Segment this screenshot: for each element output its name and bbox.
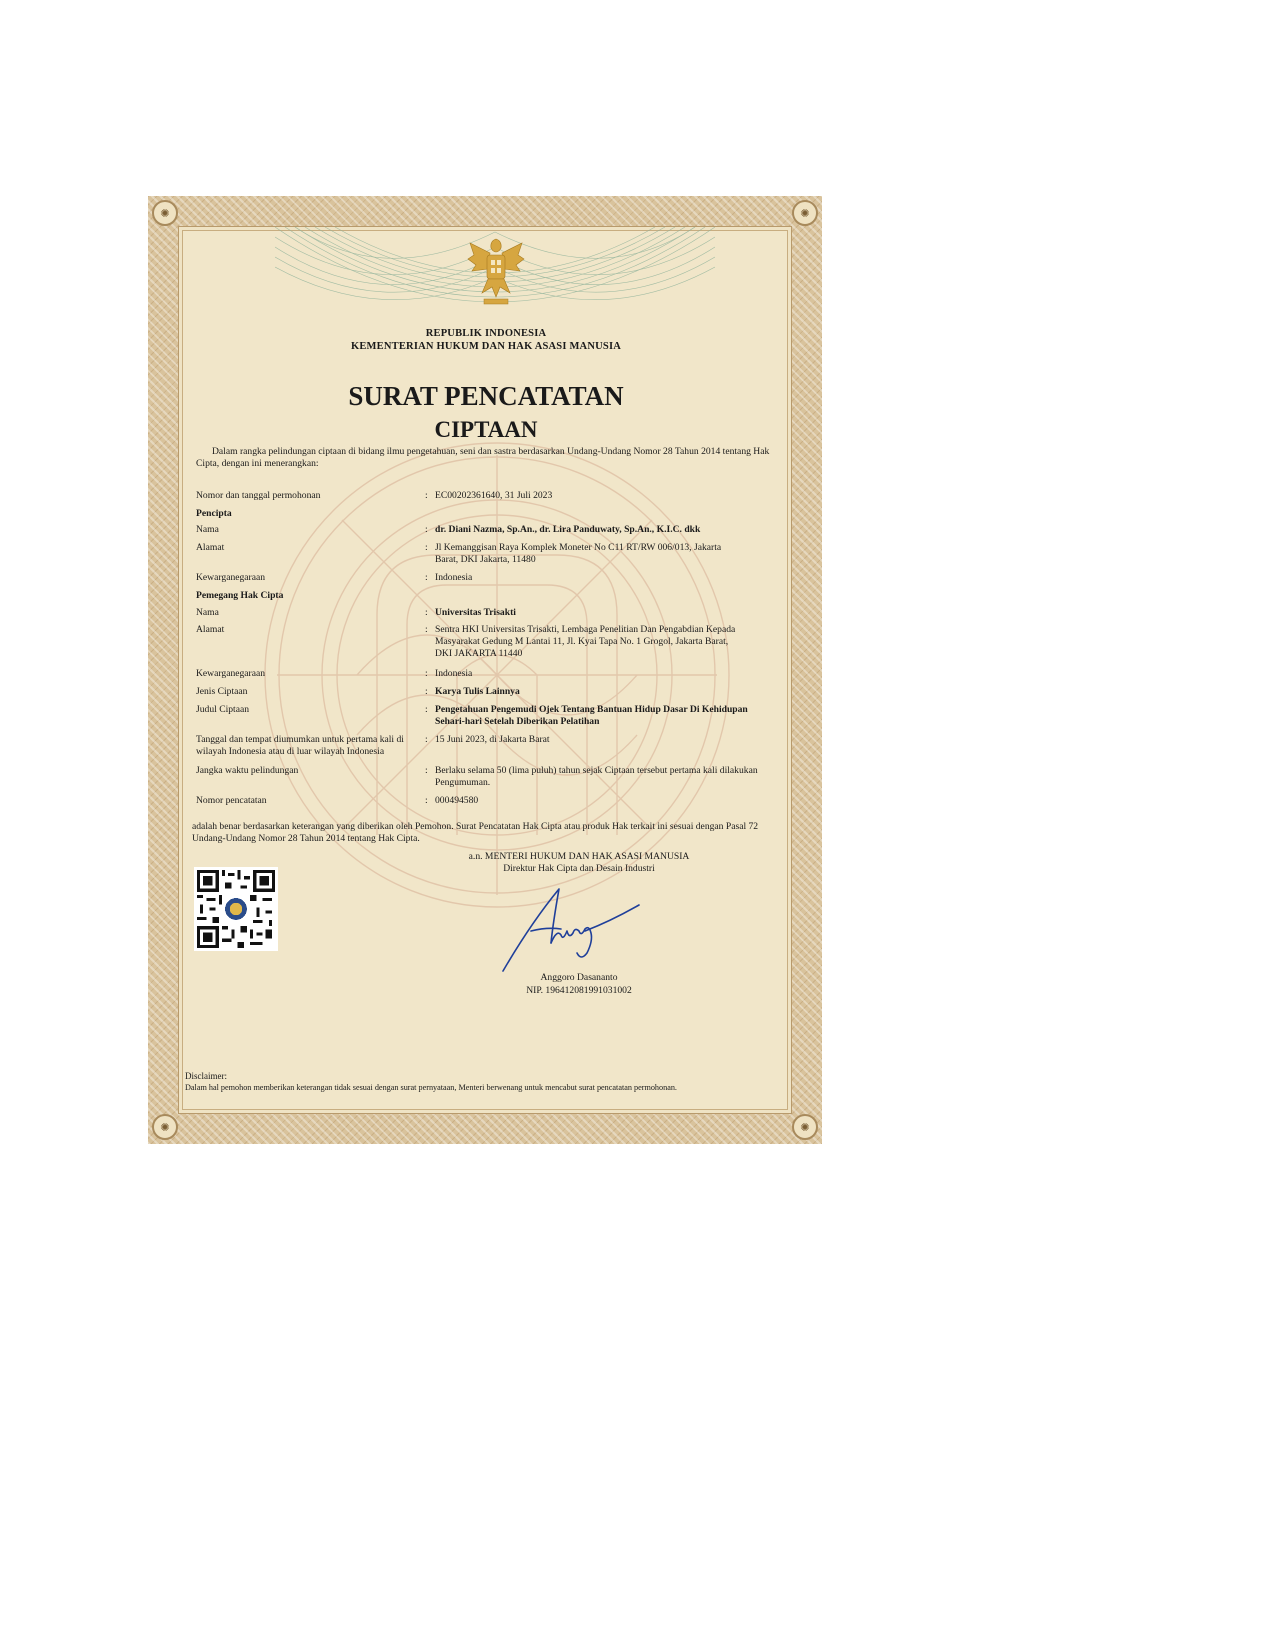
nomor-value: EC00202361640, 31 Juli 2023 xyxy=(435,490,553,501)
colon: : xyxy=(425,704,428,715)
page-title: SURAT PENCATATAN xyxy=(348,381,624,411)
colon: : xyxy=(425,490,428,501)
pemegang-nama-value: Universitas Trisakti xyxy=(435,607,516,618)
colon: : xyxy=(425,542,428,553)
nomor-label: Nomor dan tanggal permohonan xyxy=(196,490,321,501)
qr-code-icon xyxy=(194,867,278,951)
page-subtitle: CIPTAAN xyxy=(434,417,538,442)
certificate xyxy=(148,196,822,1144)
colon: : xyxy=(425,734,428,745)
colon: : xyxy=(425,795,428,806)
closing-paragraph: adalah benar berdasarkan keterangan yang diberikan oleh Pemohon. Surat Pencatatan Hak Cipta atau produk Hak terkait ini sesuai dengan Pasal 72 Undang-Undang Nomor 28 Tahun 2014 tentang Hak Cipta. xyxy=(192,821,759,844)
judul-ciptaan-label: Judul Ciptaan xyxy=(196,704,250,715)
colon: : xyxy=(425,572,428,583)
pemegang-alamat-label: Alamat xyxy=(196,624,225,635)
disclaimer-heading: Disclaimer: xyxy=(185,1071,227,1081)
jangka-waktu-label: Jangka waktu pelindungan xyxy=(196,765,299,776)
colon: : xyxy=(425,624,428,635)
corner-ornament-icon: ✺ xyxy=(792,200,818,226)
pencipta-nama-value: dr. Diani Nazma, Sp.An., dr. Lira Panduwaty, Sp.An., K.I.C. dkk xyxy=(435,524,701,535)
country-heading: REPUBLIK INDONESIA xyxy=(425,328,547,339)
corner-ornament-icon: ✺ xyxy=(152,200,178,226)
pencipta-nama-label: Nama xyxy=(196,524,219,535)
pencipta-kewarganegaraan-value: Indonesia xyxy=(435,572,473,583)
intro-paragraph: Dalam rangka pelindungan ciptaan di bidang ilmu pengetahuan, seni dan sastra berdasarkan Undang-Undang Nomor 28 Tahun 2014 tentang Hak Cipta, dengan ini menerangkan: xyxy=(196,446,770,469)
colon: : xyxy=(425,686,428,697)
jangka-waktu-value: Berlaku selama 50 (lima puluh) tahun sejak Ciptaan tersebut pertama kali dilakukan Pengumuman. xyxy=(435,765,758,788)
signatory-nip: NIP. 196412081991031002 xyxy=(526,985,632,996)
tanggal-diumumkan-value: 15 Juni 2023, di Jakarta Barat xyxy=(435,734,550,745)
pemegang-kewarganegaraan-value: Indonesia xyxy=(435,668,473,679)
nomor-pencatatan-label: Nomor pencatatan xyxy=(196,795,267,806)
garuda-emblem-icon xyxy=(466,233,526,313)
pencipta-alamat-value: Jl Kemanggisan Raya Komplek Moneter No C11 RT/RW 006/013, Jakarta Barat, DKI Jakarta, 11480 xyxy=(435,542,722,565)
disclaimer-text: Dalam hal pemohon memberikan keterangan tidak sesuai dengan surat pernyataan, Menteri berwenang untuk mencabut surat pencatatan permohonan. xyxy=(185,1083,677,1092)
ministry-heading: KEMENTERIAN HUKUM DAN HAK ASASI MANUSIA xyxy=(350,341,622,352)
pemegang-heading: Pemegang Hak Cipta xyxy=(196,590,284,601)
signature-position: Direktur Hak Cipta dan Desain Industri xyxy=(503,863,655,874)
pencipta-alamat-label: Alamat xyxy=(196,542,225,553)
colon: : xyxy=(425,524,428,535)
judul-ciptaan-value: Pengetahuan Pengemudi Ojek Tentang Bantuan Hidup Dasar Di Kehidupan Sehari-hari Setelah Diberikan Pelatihan xyxy=(435,704,748,727)
signature-on-behalf: a.n. MENTERI HUKUM DAN HAK ASASI MANUSIA xyxy=(468,851,690,862)
colon: : xyxy=(425,668,428,679)
signatory-name: Anggoro Dasananto xyxy=(540,972,618,983)
nomor-pencatatan-value: 000494580 xyxy=(435,795,479,806)
pencipta-kewarganegaraan-label: Kewarganegaraan xyxy=(196,572,266,583)
jenis-ciptaan-label: Jenis Ciptaan xyxy=(196,686,248,697)
jenis-ciptaan-value: Karya Tulis Lainnya xyxy=(435,686,520,697)
pemegang-nama-label: Nama xyxy=(196,607,219,618)
handwritten-signature xyxy=(501,883,641,975)
pemegang-alamat-value: Sentra HKI Universitas Trisakti, Lembaga Penelitian Dan Pengabdian Kepada Masyarakat Gedung M Lantai 11, Jl. Kyai Tapa No. 1 Grogol, Jakarta Barat, DKI JAKARTA 11440 xyxy=(435,624,736,659)
tanggal-diumumkan-label: Tanggal dan tempat diumumkan untuk pertama kali di wilayah Indonesia atau di luar wilayah Indonesia xyxy=(196,734,404,757)
corner-ornament-icon: ✺ xyxy=(152,1114,178,1140)
pemegang-kewarganegaraan-label: Kewarganegaraan xyxy=(196,668,266,679)
pencipta-heading: Pencipta xyxy=(196,508,232,519)
colon: : xyxy=(425,607,428,618)
certificate-body xyxy=(178,226,792,1114)
corner-ornament-icon: ✺ xyxy=(792,1114,818,1140)
colon: : xyxy=(425,765,428,776)
